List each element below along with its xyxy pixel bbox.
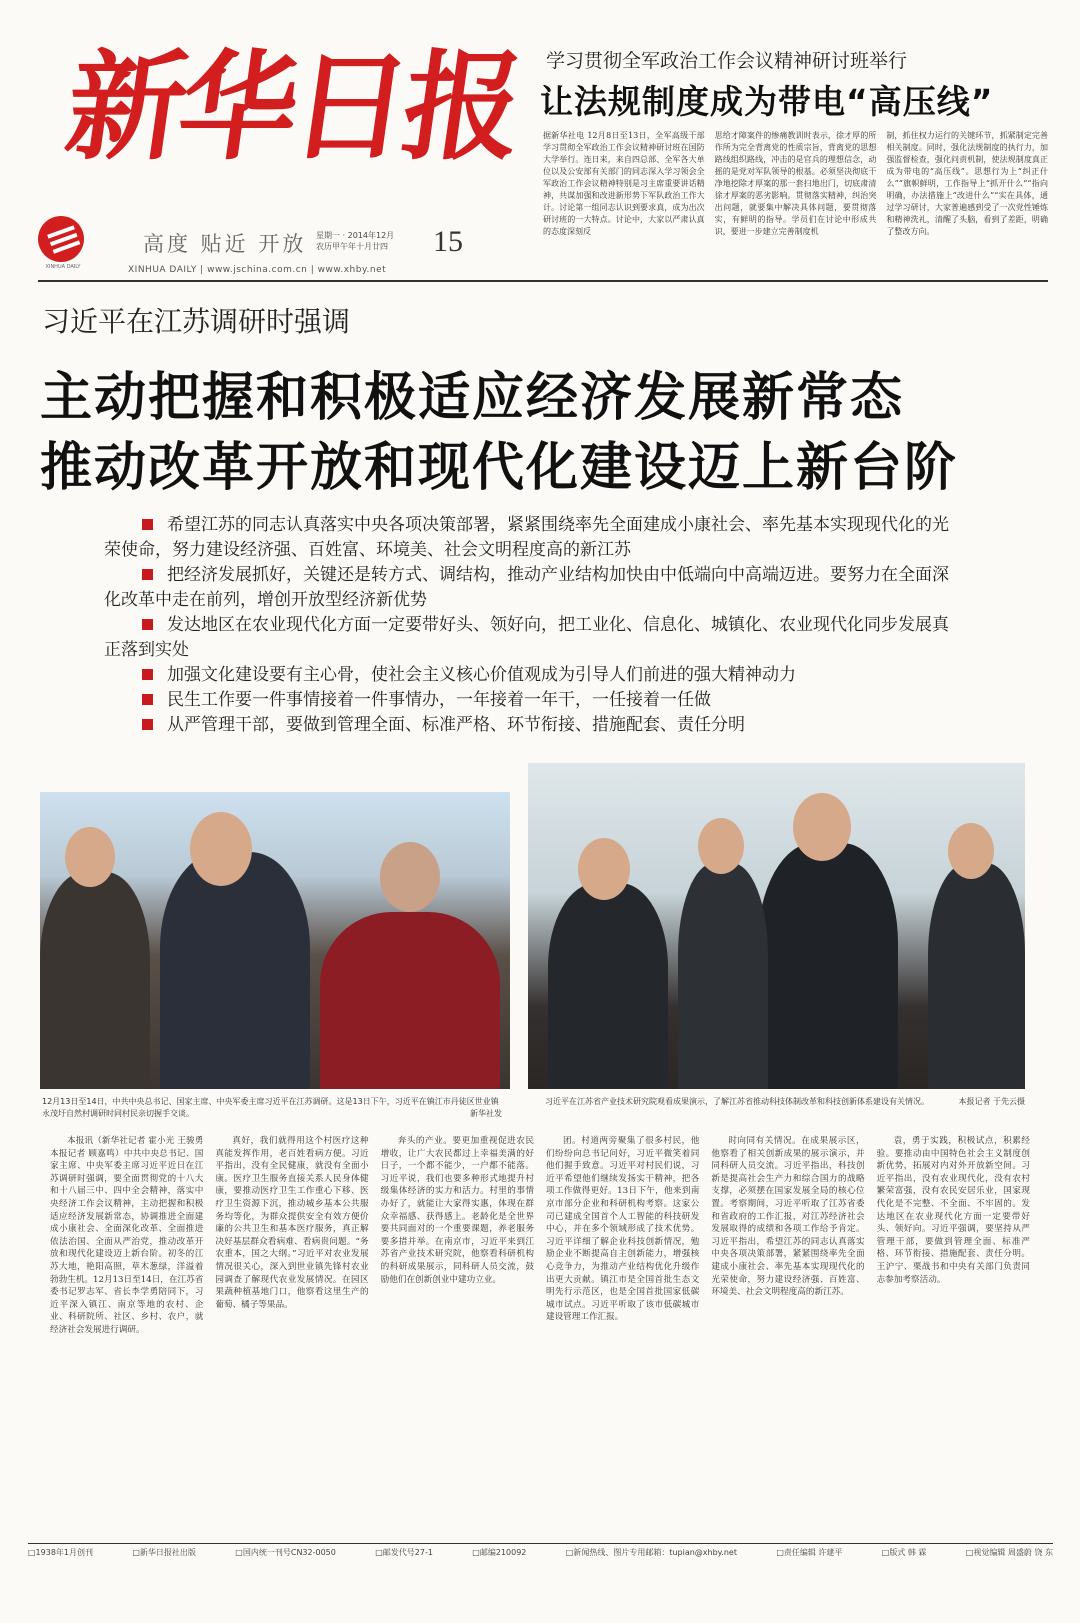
photo-right-caption: 习近平在江苏省产业技术研究院观看成果演示，了解江苏省推动科技体制改革和科技创新体系建设有关情况。 本报记者 于先云摄 — [545, 1097, 1025, 1106]
footer-item: □新华日报社出版 — [132, 1548, 196, 1557]
date-line-2: 农历甲午年十月廿四 — [316, 242, 388, 251]
figure-head — [578, 838, 630, 900]
url-line: XINHUA DAILY | www.jschina.com.cn | www.xhby.net — [128, 265, 387, 275]
figure-shape — [678, 863, 768, 1089]
figure-head — [380, 842, 440, 912]
figure-shape — [758, 843, 898, 1089]
article-column: 真好，我们就得用这个村医疗这种真能发挥作用，老百姓看病方便。习近平指出，没有全民健康，就没有全面小康。医疗卫生服务直接关系人民身体健康，要推动医疗卫生工作重心下移、医疗卫生资源下沉，推动城乡基本公共服务均等化，为群众提供安全有效方便价廉的公共卫生和基本医疗服务，真正解决好基层群众看病难、看病贵问题。“务农重本，国之大纲。”习近平对农业发展情况很关心，深入到世业镇先锋村农业园调查了解现代农业发展情况。在园区果蔬种植基地门口，他察看这里生产的葡萄、橘子等果品。 — [215, 1136, 369, 1310]
bullet-item: 把经济发展抓好，关键还是转方式、调结构，推动产业结构加快由中低端向中高端迈进。要努力在全面深化改革中走在前列，增创开放型经济新优势 — [104, 565, 949, 610]
article-column: 团。村道两旁聚集了很多村民，他们纷纷向总书记问好，习近平微笑着同他们握手致意。习近平对村民们说，习近平希望他们继续发扬实干精神，把各项工作做得更好。13日下午，他来到南京市部分企业和科研机构考察。这家公司已建成全国首个人工智能的科技研发中心，并在多个领域形成了技术优势。习近平详细了解企业科技创新情况，勉励企业不断提高自主创新能力，增强核心竞争力，为推动产业结构优化升级作出更大贡献。镇江市是全国首批生态文明先行示范区，也是全国首批国家低碳城市试点。习近平听取了该市低碳城市建设管理工作汇报。 — [545, 1136, 700, 1323]
footer-rule — [28, 1543, 1053, 1544]
figure-head — [698, 818, 744, 874]
masthead-rule — [38, 280, 1048, 282]
photo-handshake[interactable] — [40, 792, 510, 1089]
figure-shape — [928, 863, 1025, 1089]
article-column: 本报讯（新华社记者 霍小光 王骏勇 本报记者 顾嘉鸣）中共中央总书记、国家主席、中央军委主席习近平近日在江苏调研时强调，要全面贯彻党的十八大和十八届三中、四中全会精神，落实中央经济工作会议精神，主动把握和积极适应经济发展新常态，协调推进全面建成小康社会、全面深化改革、全面推进依法治国、全面从严治党，推动改革开放和现代化建设迈上新台阶。初冬的江苏大地，艳阳高照，草木葱绿，洋溢着勃勃生机。12月13日至14日，在江苏省委书记罗志军、省长李学勇陪同下，习近平深入镇江、南京等地的农村、企业、科研院所、社区、乡村、农户，就经济社会发展进行调研。 — [50, 1136, 204, 1335]
top-story-col: 据新华社电 12月8日至13日，全军高级干部学习贯彻全军政治工作会议精神研讨班在国防大学举行。连日来，来自四总部、全军各大单位以及公安部有关部门的同志深入学习领会全军政治工作会议精神特别是习主席重要讲话精神，共谋加强和改进新形势下军队政治工作大计。讨论第一组同志认识到要求真，成为出次研讨班的一大特点。讨论中，大家以严肃认真的态度深刻反 — [543, 131, 705, 236]
figure-head — [65, 827, 115, 887]
footer — [28, 1547, 1053, 1558]
red-square-icon — [142, 719, 153, 730]
figure-head — [948, 823, 994, 879]
red-square-icon — [142, 569, 153, 580]
seal-caption: XINHUA DAILY — [45, 264, 81, 270]
footer-item: □邮编210092 — [472, 1548, 527, 1557]
figure-shape — [160, 852, 310, 1089]
red-square-icon — [142, 694, 153, 705]
photo-research-institute[interactable] — [528, 763, 1025, 1089]
top-story-columns — [543, 130, 1048, 280]
top-story-kicker: 学习贯彻全军政治工作会议精神研讨班举行 — [546, 50, 908, 72]
footer-item: □责任编辑 许建平 — [776, 1548, 843, 1557]
main-headline-line-2[interactable]: 推动改革开放和现代化建设迈上新台阶 — [40, 438, 959, 498]
main-story-kicker: 习近平在江苏调研时强调 — [42, 305, 351, 338]
slogan: 高度 贴近 开放 — [143, 232, 307, 256]
figure-shape — [40, 872, 150, 1089]
red-square-icon — [142, 519, 153, 530]
bullet-item: 希望江苏的同志认真落实中央各项决策部署，紧紧围绕率先全面建成小康社会、率先基本实现现代化的光荣使命，努力建设经济强、百姓富、环境美、社会文明程度高的新江苏 — [104, 515, 949, 560]
figure-shape — [320, 912, 500, 1089]
red-square-icon — [142, 619, 153, 630]
photo-right-credit: 本报记者 于先云摄 — [958, 1097, 1025, 1106]
top-story-headline[interactable]: 让法规制度成为带电“高压线” — [540, 82, 994, 121]
top-story-col: 制，抓住权力运行的关键环节，抓紧制定完善相关制度。同时，强化法规制度的执行力，加强监督检查，强化问责机制，使法规制度真正成为带电的“高压线”。思想行为上“纠正什么”“旗帜鲜明，工作指导上“抓开什么”“指向明确，办法措施上“改进什么”“实在具体，通过学习研讨，大家普遍感到受了一次党性锤炼和精神洗礼，清醒了头脑，看到了差距，明确了整改方向。 — [886, 131, 1049, 236]
bullet-item: 加强文化建设要有主心骨，使社会主义核心价值观成为引导人们前进的强大精神动力 — [104, 663, 964, 688]
red-square-icon — [142, 669, 153, 680]
photo-left-credit: 新华社发 — [470, 1109, 502, 1118]
date-line-1: 星期一 · 2014年12月 — [316, 231, 395, 240]
bullet-item: 从严管理干部，要做到管理全面、标准严格、环节衔接、措施配套、责任分明 — [104, 713, 964, 738]
figure-head — [190, 812, 252, 886]
figure-head — [793, 793, 851, 861]
footer-item: □邮发代号27-1 — [375, 1548, 433, 1557]
main-headline-line-1[interactable]: 主动把握和积极适应经济发展新常态 — [40, 368, 905, 428]
footer-item: □国内统一刊号CN32-0050 — [235, 1548, 336, 1557]
date-day: 15 — [433, 225, 463, 258]
article-body — [50, 1135, 1030, 1545]
article-column: 奔头的产业。要更加重视促进农民增收，让广大农民都过上幸福美满的好日子，一个都不能少，一户都不能落。习近平说，我们也要多种形式地提升村级集体经济的实力和活力。村里的事情办好了，就能让大家得实惠，体现在群众幸福感、获得感上。老龄化是全世界要共同面对的一个重要课题，养老服务要多措并举。在南京市，习近平来到江苏省产业技术研究院，他察看科研机构的科研成果展示，同科研人员交流，鼓励他们在创新创业中建功立业。 — [380, 1136, 534, 1285]
date-block — [316, 230, 426, 252]
newspaper-title: 新华日报 — [58, 37, 526, 176]
article-column: 时向同有关情况。在成果展示区，他察看了相关创新成果的展示演示，并同科研人员交流。习近平指出，科技创新是提高社会生产力和综合国力的战略支撑，必须摆在国家发展全局的核心位置。考察期间，习近平听取了江苏省委和省政府的工作汇报，对江苏经济社会发展取得的成绩和各项工作给予肯定。习近平指出，希望江苏的同志认真落实中央各项决策部署，紧紧围绕率先全面建成小康社会、率先基本实现现代化的光荣使命，努力建设经济强、百姓富、环境美、社会文明程度高的新江苏。 — [711, 1136, 865, 1298]
bullet-item: 民生工作要一件事情接着一件事情办，一年接着一年干，一任接着一任做 — [104, 688, 964, 713]
footer-item: □版式 韩 霖 — [881, 1548, 927, 1557]
seal-icon — [38, 216, 84, 262]
top-story-col: 思给才障案件的惨痛教训时表示，徐才厚的所作所为完全背离党的性质宗旨，背离党的思想路线组织路线，冲击的是官兵的理想信念，动摇的是党对军队领导的根基。必须坚决彻底干净地挖除才厚案的那一套扫地出门，切底肃清徐才厚案的恶劣影响。贯彻落实精神，纠治突出问题，就要集中解决具体问题，要贯彻落实，有鲜明的指导。学员们在讨论中形成共识，要进一步建立完善制度机 — [714, 131, 877, 236]
footer-item: □1938年1月创刊 — [28, 1548, 94, 1557]
bullet-item: 发达地区在农业现代化方面一定要带好头、领好向，把工业化、信息化、城镇化、农业现代化同步发展真正落到实处 — [104, 615, 949, 660]
article-column: 袁，勇于实践，积极试点，积累经验。要推动由中国特色社会主义制度创新优势，拓展对内对外开放新空间。习近平指出，没有农业现代化，没有农村繁荣富强，没有农民安居乐业，国家现代化是不完整、不全面、不牢固的。发达地区在农业现代化方面一定要带好头、领好向。习近平强调，要坚持从严管理干部，要做到管理全面、标准严格、环节衔接、措施配套、责任分明。王沪宁、栗战书和中央有关部门负责同志参加考察活动。 — [876, 1136, 1030, 1285]
summary-bullets — [104, 513, 964, 738]
footer-item: □视觉编辑 周盛蔚 饶 东 — [965, 1548, 1053, 1557]
footer-item[interactable]: □新闻热线、图片专用邮箱：tupian@xhby.net — [565, 1548, 737, 1557]
photo-left-caption: 12月13日至14日，中共中央总书记、国家主席、中央军委主席习近平在江苏调研。这是13日下午，习近平在镇江市丹徒区世业镇永茂圩自然村调研时同村民亲切握手交谈。 新华社发 — [42, 1097, 502, 1118]
masthead — [38, 38, 528, 278]
figure-shape — [548, 883, 668, 1089]
